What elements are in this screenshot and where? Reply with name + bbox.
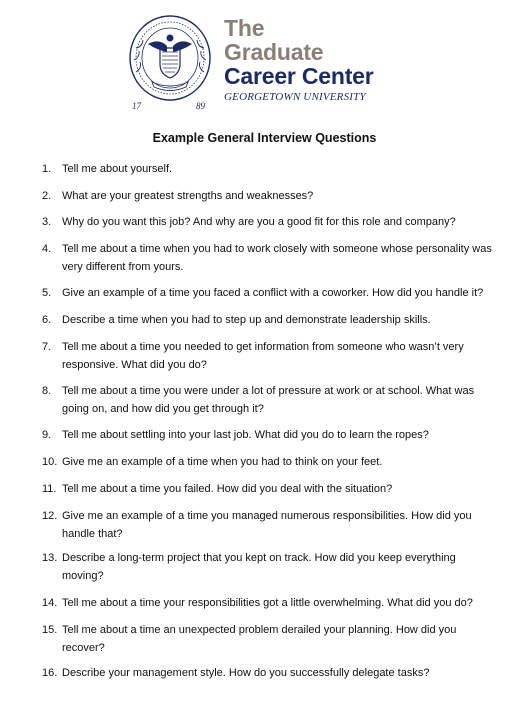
brand-line-graduate: Graduate <box>224 39 324 65</box>
question-text: Tell me about a time your responsibilities got a little overwhelming. What did you do? <box>62 597 473 609</box>
question-text: Tell me about settling into your last job. What did you do to learn the ropes? <box>62 429 429 441</box>
question-number: 16. <box>42 667 58 679</box>
question-number: 12. <box>42 510 58 522</box>
question-number: 6. <box>42 314 52 326</box>
seal-year-left: 17 <box>132 101 141 111</box>
question-text: Tell me about yourself. <box>62 163 173 175</box>
question-text: Tell me about a time when you had to work closely with someone whose personality was very different from yours. <box>62 243 492 273</box>
question-number: 15. <box>42 624 58 636</box>
question-text: Tell me about a time you failed. How did you deal with the situation? <box>62 483 393 495</box>
question-number: 1. <box>42 163 52 175</box>
question-item <box>42 426 492 444</box>
question-number: 14. <box>42 597 58 609</box>
question-item <box>42 311 492 329</box>
question-text: Give me an example of a time you managed numerous responsibilities. How did you handle that? <box>62 510 472 540</box>
question-item <box>42 480 492 498</box>
question-text: What are your greatest strengths and weaknesses? <box>62 190 314 202</box>
question-text: Tell me about a time you were under a lot of pressure at work or at school. What was going on, and how did you get through it? <box>62 385 475 415</box>
question-text: Describe your management style. How do you successfully delegate tasks? <box>62 667 430 679</box>
question-item <box>42 240 492 276</box>
question-text: Give an example of a time you faced a conflict with a coworker. How did you handle it? <box>62 287 484 299</box>
brand-line-the: The <box>224 15 265 41</box>
page-header <box>126 12 386 116</box>
document-title: Example General Interview Questions <box>152 131 377 145</box>
question-number: 3. <box>42 216 52 228</box>
question-item <box>42 507 492 543</box>
question-number: 8. <box>42 385 52 397</box>
question-item <box>42 160 492 178</box>
question-item <box>42 621 492 657</box>
question-item <box>42 664 492 682</box>
brand-line-career-center: Career Center <box>224 63 374 89</box>
brand-wordmark <box>224 16 384 103</box>
question-number: 5. <box>42 287 52 299</box>
question-number: 11. <box>42 483 57 495</box>
question-item <box>42 213 492 231</box>
seal-graphic <box>126 12 216 116</box>
question-number: 7. <box>42 341 52 353</box>
question-item <box>42 453 492 471</box>
question-number: 4. <box>42 243 52 255</box>
question-text: Tell me about a time an unexpected problem derailed your planning. How did you recover? <box>62 624 457 654</box>
question-text: Why do you want this job? And why are you a good fit for this role and company? <box>62 216 456 228</box>
question-item <box>42 338 492 374</box>
question-item <box>42 187 492 205</box>
question-number: 13. <box>42 552 58 564</box>
question-number: 9. <box>42 429 52 441</box>
georgetown-seal-logo <box>126 12 216 116</box>
question-text: Describe a long-term project that you kept on track. How did you keep everything moving? <box>62 552 456 582</box>
question-item <box>42 594 492 612</box>
question-text: Tell me about a time you needed to get information from someone who wasn’t very responsive. What did you do? <box>62 341 464 371</box>
question-item <box>42 549 492 585</box>
seal-year-right: 89 <box>196 101 205 111</box>
question-number: 2. <box>42 190 52 202</box>
question-number: 10. <box>42 456 58 468</box>
question-text: Give me an example of a time when you had to think on your feet. <box>62 456 383 468</box>
question-text: Describe a time when you had to step up and demonstrate leadership skills. <box>62 314 431 326</box>
university-name: GEORGETOWN UNIVERSITY <box>224 91 366 103</box>
question-item <box>42 382 492 418</box>
question-item <box>42 284 492 302</box>
